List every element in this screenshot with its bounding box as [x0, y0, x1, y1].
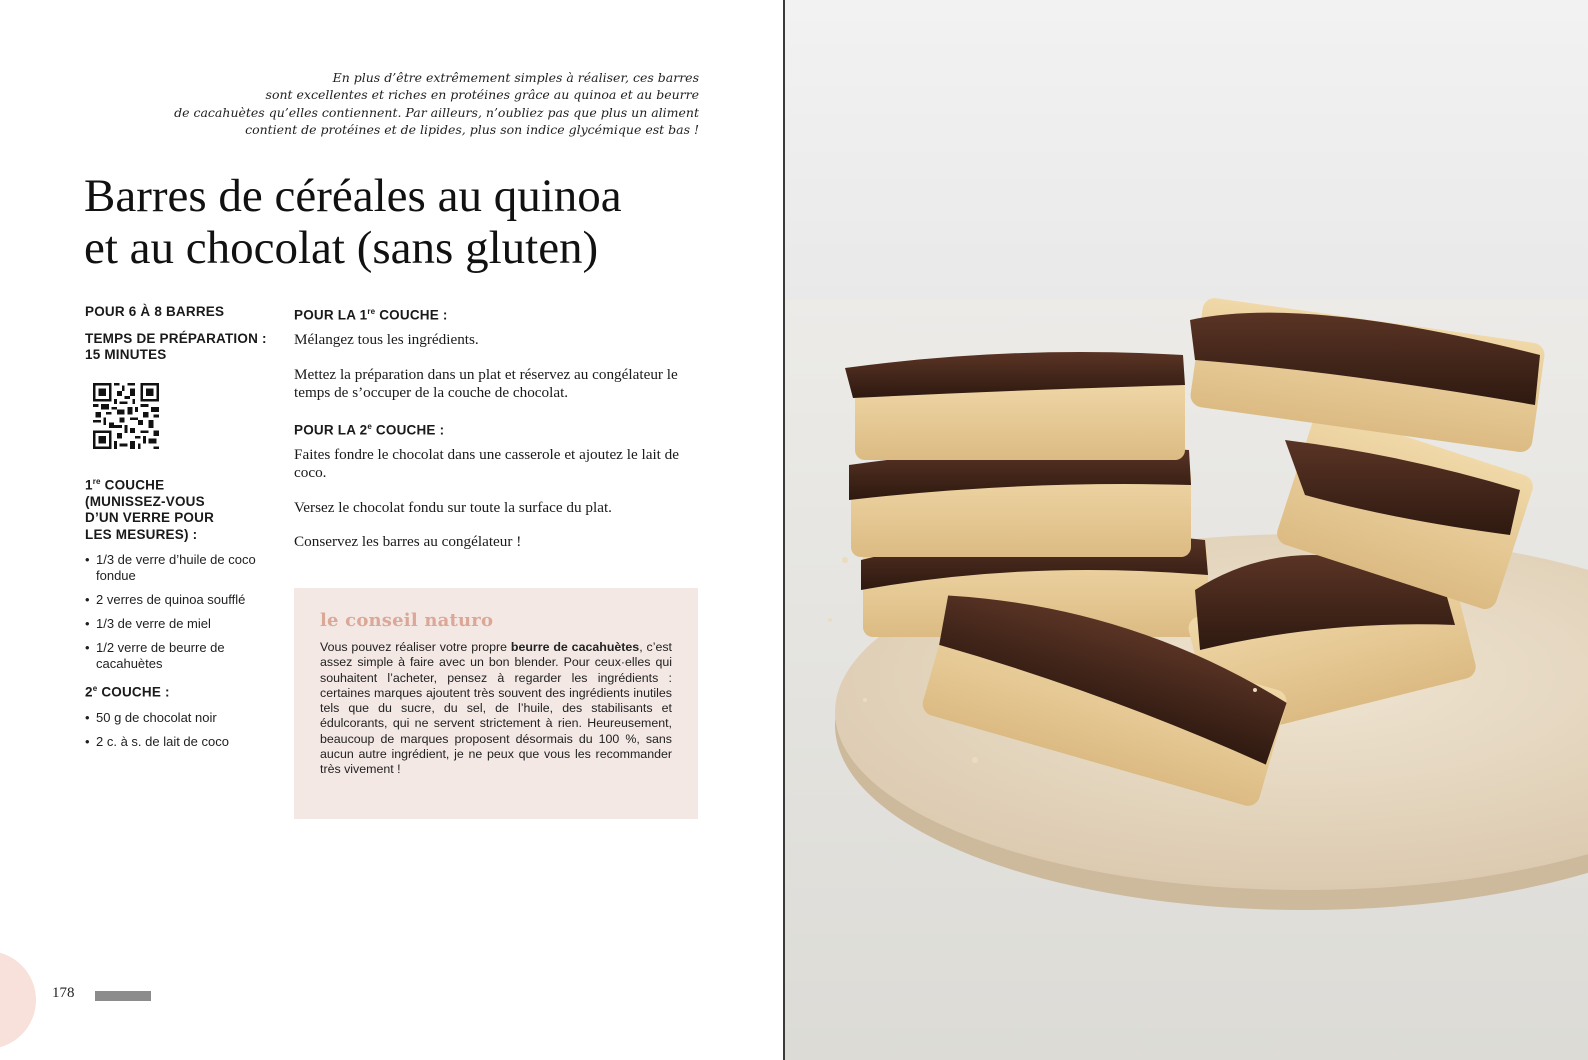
intro-text [159, 69, 699, 139]
bar-stack-left [845, 352, 1208, 637]
ingredients-column [85, 304, 275, 759]
prep-time [85, 331, 275, 364]
servings: POUR 6 À 8 BARRES [85, 304, 225, 319]
recipe-title [84, 170, 622, 274]
list-item: • 1/3 de verre d’huile de coco fondue [85, 552, 275, 584]
layer1-heading: 1re COUCHE (MUNISSEZ-VOUS D’UN VERRE POUR LES MESURES) : [85, 476, 215, 542]
page-corner-circle [0, 951, 36, 1049]
naturo-tip-box [294, 588, 698, 819]
step1-heading: POUR LA 1re COUCHE : [294, 307, 448, 323]
title-line: Barres de céréales au quinoa [84, 170, 622, 222]
intro-line: En plus d’être extrêmement simples à réaliser, ces barres [332, 70, 699, 85]
list-item: • 2 c. à s. de lait de coco [85, 734, 275, 750]
prep-time-value: 15 MINUTES [85, 347, 167, 362]
instruction-text: Mélangez tous les ingrédients. [294, 331, 479, 348]
layer2-ingredient-list [85, 710, 275, 750]
list-item: • 50 g de chocolat noir [85, 710, 275, 726]
instructions-column [294, 304, 704, 568]
list-item: • 2 verres de quinoa soufflé [85, 592, 275, 608]
left-page [0, 0, 783, 1060]
intro-line: de cacahuètes qu’elles contiennent. Par ailleurs, n’oubliez pas que plus un aliment [174, 104, 699, 120]
title-line: et au chocolat (sans gluten) [84, 222, 599, 274]
tip-body: Vous pouvez réaliser votre propre beurre de cacahuètes, c’est assez simple à faire avec un bon blender. Pour ceux·elles qui souhaitent l’acheter, pensez à regarder les ingrédients : certaines marques ajoutent très souvent des ingrédients inutiles tels que du sucre, du sel, de l’huile, des stabilisants et édulcorants, qui ne servent strictement à rien. Heureusement, beaucoup de marques proposent désormais du 100 %, sans aucun autre ingrédient, je ne peux que vous les recommander très vivement ! [320, 640, 672, 777]
recipe-photo [785, 0, 1588, 1060]
intro-line: sont excellentes et riches en protéines grâce au quinoa et au beurre [265, 87, 699, 103]
tip-title: le conseil naturo [320, 610, 494, 631]
instruction-text: Versez le chocolat fondu sur toute la surface du plat. [294, 498, 612, 516]
instruction-text: Mettez la préparation dans un plat et réservez au congélateur le temps de s’occuper de la couche de chocolat. [294, 365, 678, 401]
instruction-text: Conservez les barres au congélateur ! [294, 533, 522, 550]
right-page [785, 0, 1588, 1060]
page-number: 178 [52, 985, 75, 1001]
layer1-ingredient-list [85, 552, 275, 672]
qr-code-icon[interactable] [93, 383, 159, 449]
step2-heading: POUR LA 2e COUCHE : [294, 421, 445, 437]
list-item: • 1/3 de verre de miel [85, 616, 275, 632]
page-number-bar [95, 991, 151, 1001]
layer2-heading: 2e COUCHE : [85, 684, 170, 700]
prep-time-label: TEMPS DE PRÉPARATION : [85, 330, 267, 346]
instruction-text: Faites fondre le chocolat dans une casserole et ajoutez le lait de coco. [294, 445, 680, 481]
list-item: • 1/2 verre de beurre de cacahuètes [85, 640, 275, 672]
intro-line: contient de protéines et de lipides, plus son indice glycémique est bas ! [245, 122, 699, 138]
